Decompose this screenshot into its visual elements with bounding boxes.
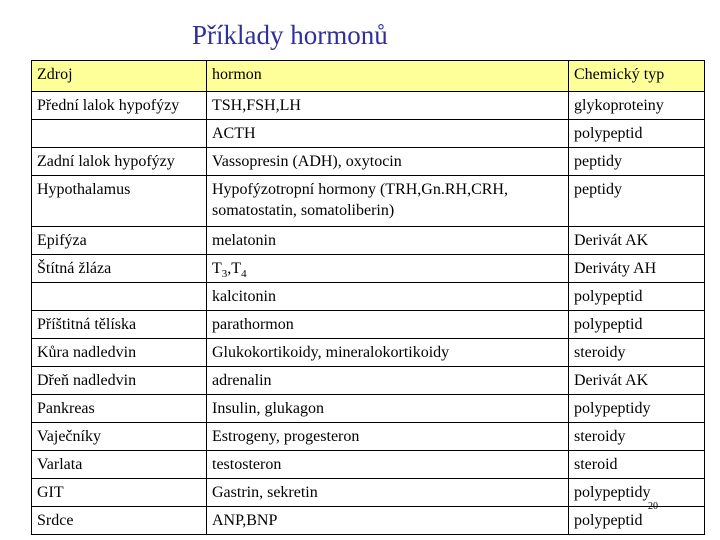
hormone-cell: adrenalin: [207, 367, 569, 395]
table-row: [32, 255, 705, 283]
source-cell: Srdce: [32, 507, 207, 535]
table-row: [32, 479, 705, 507]
hormone-cell: Glukokortikoidy, mineralokortikoidy: [207, 339, 569, 367]
chemical-type-cell: Derivát AK: [569, 367, 705, 395]
hormone-table: [31, 60, 705, 535]
table-row: [32, 92, 705, 120]
source-cell: [32, 283, 207, 311]
source-cell: Varlata: [32, 451, 207, 479]
header-hormone: hormon: [207, 61, 569, 92]
table-row: [32, 311, 705, 339]
table-row: [32, 395, 705, 423]
source-cell: Dřeň nadledvin: [32, 367, 207, 395]
table-row: [32, 176, 705, 227]
source-cell: Kůra nadledvin: [32, 339, 207, 367]
source-cell: GIT: [32, 479, 207, 507]
source-cell: Přední lalok hypofýzy: [32, 92, 207, 120]
chemical-type-cell: steroidy: [569, 423, 705, 451]
source-cell: Příštitná tělíska: [32, 311, 207, 339]
subscript-4: 4: [241, 268, 247, 281]
table-row: [32, 367, 705, 395]
chemical-type-cell: polypeptid: [569, 120, 705, 148]
chemical-type-cell: steroid: [569, 451, 705, 479]
table-row: [32, 423, 705, 451]
hormone-cell: Gastrin, sekretin: [207, 479, 569, 507]
chemical-type-cell: polypeptidy: [569, 395, 705, 423]
chemical-type-cell: Deriváty AH: [569, 255, 705, 283]
hormone-cell: Insulin, glukagon: [207, 395, 569, 423]
hormone-cell: Hypofýzotropní hormony (TRH,Gn.RH,CRH, somatostatin, somatoliberin): [207, 176, 569, 227]
source-cell: Hypothalamus: [32, 176, 207, 227]
hormone-cell: ACTH: [207, 120, 569, 148]
table-row: [32, 339, 705, 367]
hormone-cell: [207, 255, 569, 283]
table-row: [32, 507, 705, 535]
source-cell: Vaječníky: [32, 423, 207, 451]
chemical-type-cell: polypeptid: [569, 283, 705, 311]
page-number: 20: [648, 501, 658, 512]
table-row: [32, 451, 705, 479]
hormone-cell: ANP,BNP: [207, 507, 569, 535]
source-cell: [32, 120, 207, 148]
chemical-type-cell: peptidy: [569, 148, 705, 176]
table-row: [32, 227, 705, 255]
hormone-cell: TSH,FSH,LH: [207, 92, 569, 120]
source-cell: Štítná žláza: [32, 255, 207, 283]
chemical-type-cell: glykoproteiny: [569, 92, 705, 120]
table-header-row: [32, 61, 705, 92]
chemical-type-cell: steroidy: [569, 339, 705, 367]
chemical-type-cell: polypeptidy: [569, 479, 705, 507]
table-row: [32, 120, 705, 148]
hormone-t3: T: [212, 260, 222, 277]
table-row: [32, 148, 705, 176]
hormone-cell: Vassopresin (ADH), oxytocin: [207, 148, 569, 176]
source-cell: Pankreas: [32, 395, 207, 423]
chemical-type-cell: Derivát AK: [569, 227, 705, 255]
page-title: Příklady hormonů: [192, 20, 388, 50]
hormone-cell: kalcitonin: [207, 283, 569, 311]
hormone-cell: melatonin: [207, 227, 569, 255]
header-source: Zdroj: [32, 61, 207, 92]
hormone-cell: testosteron: [207, 451, 569, 479]
header-chemical-type: Chemický typ: [569, 61, 705, 92]
table-row: [32, 283, 705, 311]
source-cell: Epifýza: [32, 227, 207, 255]
source-cell: Zadní lalok hypofýzy: [32, 148, 207, 176]
chemical-type-cell: polypeptid: [569, 311, 705, 339]
hormone-cell: Estrogeny, progesteron: [207, 423, 569, 451]
subscript-3: 3: [221, 268, 228, 281]
chemical-type-cell: peptidy: [569, 176, 705, 227]
hormone-cell: parathormon: [207, 311, 569, 339]
hormone-t4: ,T: [227, 260, 242, 277]
chemical-type-cell: polypeptid: [569, 507, 705, 535]
